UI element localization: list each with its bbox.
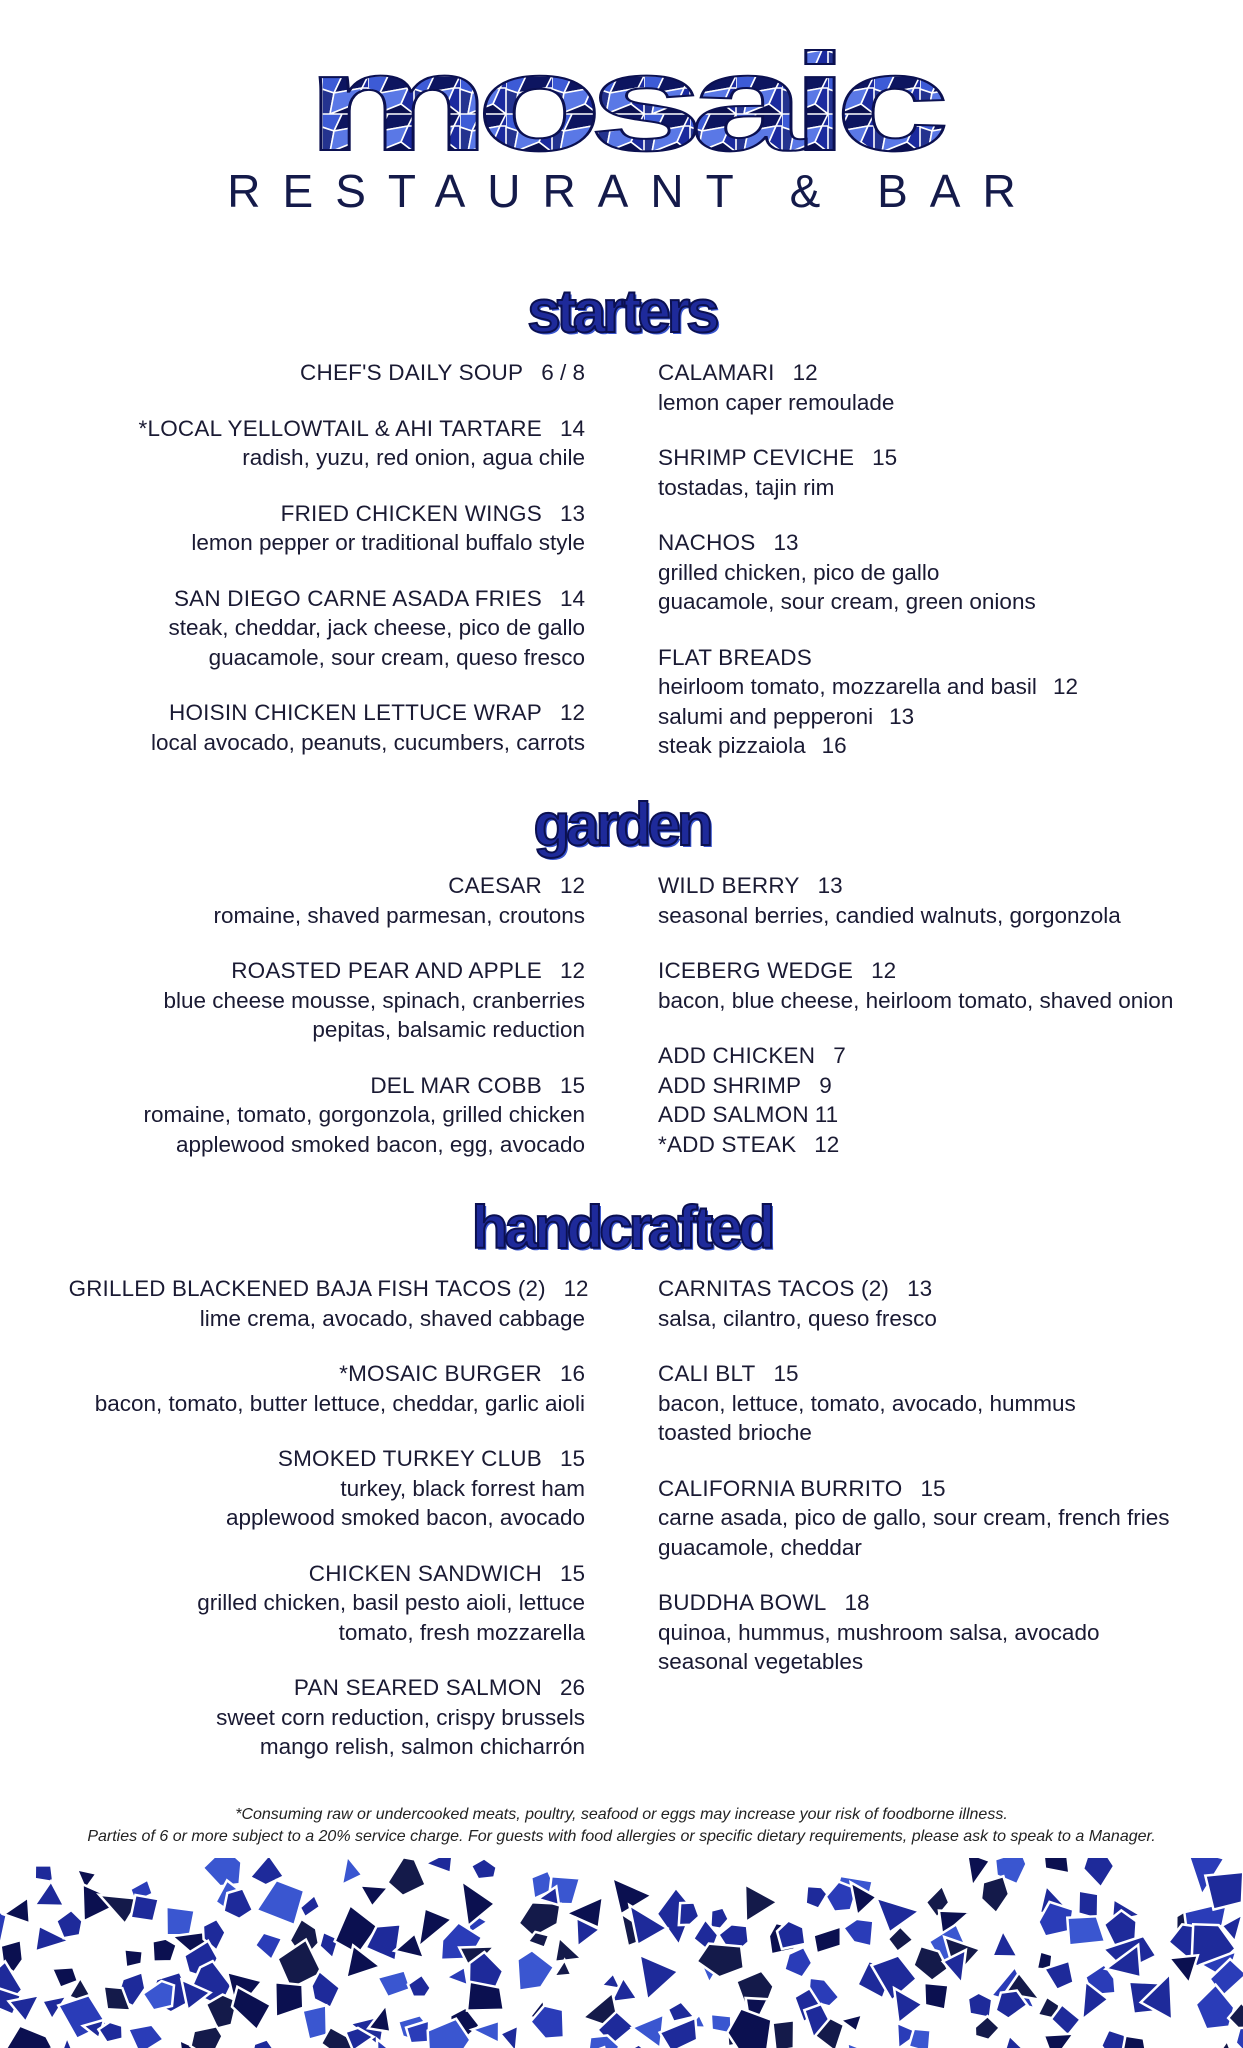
menu-item: [658, 528, 1218, 617]
food-safety-notice: *Consuming raw or undercooked meats, poultry, seafood or eggs may increase your risk of foodborne illness.: [235, 1806, 1008, 1823]
mosaic-tile: [981, 1876, 1009, 1913]
addon-price: 7: [833, 1043, 846, 1068]
addon-price: 12: [814, 1131, 840, 1157]
item-name: DEL MAR COBB: [370, 1072, 542, 1098]
mosaic-tile: [1169, 1955, 1198, 1983]
mosaic-tile: [4, 1897, 30, 1923]
menu-item: [65, 1559, 585, 1648]
mosaic-tile: [425, 1858, 453, 1873]
mosaic-tile: [387, 1858, 425, 1896]
mosaic-tile: [679, 1903, 700, 1926]
item-name: BUDDHA BOWL: [658, 1590, 827, 1615]
mosaic-tile: [255, 1933, 282, 1960]
item-description: tostadas, tajin rim: [658, 474, 835, 500]
item-name: CALAMARI: [658, 360, 775, 385]
mosaic-tile: [0, 2028, 4, 2048]
mosaic-tile: [1236, 2027, 1243, 2048]
item-price: 14: [559, 585, 585, 611]
item-name: *LOCAL YELLOWTAIL & AHI TARTARE: [138, 415, 542, 441]
menu-item: [65, 358, 585, 388]
mosaic-tile-border: [0, 1858, 1243, 2048]
mosaic-tile: [446, 1967, 468, 1986]
item-price: 15: [872, 445, 898, 470]
menu-item: [658, 1359, 1218, 1448]
item-description: toasted brioche: [658, 1420, 812, 1445]
menu-item: [658, 1588, 1218, 1677]
item-price: 12: [871, 958, 897, 983]
mosaic-tile: [1205, 1872, 1243, 1910]
addon-price: 11: [814, 1102, 839, 1127]
item-name: SAN DIEGO CARNE ASADA FRIES: [173, 585, 542, 611]
item-description: local avocado, peanuts, cucumbers, carrots: [151, 729, 585, 755]
mosaic-tile: [773, 2020, 795, 2048]
menu-item: [658, 443, 1218, 502]
item-description: pepitas, balsamic reduction: [312, 1017, 585, 1042]
item-name: CALIFORNIA BURRITO: [658, 1475, 903, 1501]
service-charge-notice: Parties of 6 or more subject to a 20% service charge. For guests with food allergies or specific dietary requirements, please ask to speak to a Manager.: [87, 1828, 1156, 1845]
mosaic-tile: [975, 2016, 1000, 2040]
menu-item-flatbreads: [658, 643, 1218, 761]
item-price: 14: [559, 415, 585, 441]
section-title-handcrafted: handcrafted: [471, 1194, 772, 1261]
item-name: *MOSAIC BURGER: [339, 1361, 542, 1386]
mosaic-tile: [4, 2026, 54, 2048]
item-description: guacamole, cheddar: [658, 1534, 862, 1560]
mosaic-tile: [1208, 2041, 1238, 2048]
option-price: 12: [1052, 674, 1078, 699]
option-text: heirloom tomato, mozzarella and basil: [658, 674, 1037, 699]
item-description: bacon, blue cheese, heirloom tomato, shaved onion: [658, 987, 1174, 1013]
mosaic-tile: [203, 1858, 242, 1886]
mosaic-tile: [632, 2015, 664, 2048]
mosaic-tile: [56, 1910, 82, 1938]
item-description: guacamole, sour cream, queso fresco: [208, 644, 585, 670]
item-description: mango relish, salmon chicharrón: [259, 1734, 585, 1759]
menu-item: [65, 499, 585, 558]
menu-item: [65, 1359, 585, 1418]
garden-left-column: [65, 871, 585, 1159]
mosaic-tile: [257, 1880, 305, 1925]
logo-wordmark: mosaic: [306, 26, 945, 165]
mosaic-tile: [992, 1930, 1017, 1956]
item-name: CAESAR: [448, 873, 542, 898]
mosaic-tile: [275, 1982, 303, 2017]
starters-right-column: [658, 358, 1218, 761]
mosaic-tile: [814, 1926, 841, 1953]
item-price: 13: [773, 530, 799, 555]
mosaic-tile: [52, 1967, 78, 1988]
item-name: WILD BERRY: [658, 873, 800, 898]
item-name: SMOKED TURKEY CLUB: [277, 1446, 542, 1471]
mosaic-tile: [35, 1881, 65, 1906]
item-description: radish, yuzu, red onion, agua chile: [242, 445, 585, 470]
item-description: romaine, tomato, gorgonzola, grilled chicken: [143, 1102, 585, 1127]
option-price: 13: [889, 703, 915, 729]
menu-item: [65, 698, 585, 757]
menu-item: [65, 584, 585, 673]
addon-name: *ADD STEAK: [658, 1131, 797, 1157]
item-name: CHEF'S DAILY SOUP: [300, 360, 524, 385]
mosaic-tile: [517, 1950, 554, 1990]
item-price: 12: [563, 1276, 589, 1301]
item-description: grilled chicken, basil pesto aioli, lettuce: [197, 1590, 585, 1615]
item-price: 12: [559, 873, 585, 898]
mosaic-tile: [311, 1971, 340, 2008]
item-name: NACHOS: [658, 530, 756, 555]
item-description: bacon, tomato, butter lettuce, cheddar, garlic aioli: [94, 1390, 585, 1416]
mosaic-tile: [467, 1982, 504, 2011]
item-description: romaine, shaved parmesan, croutons: [213, 902, 585, 928]
item-description: tomato, fresh mozzarella: [338, 1619, 585, 1645]
item-description: blue cheese mousse, spinach, cranberries: [163, 987, 585, 1013]
mosaic-tile: [166, 1907, 194, 1936]
mosaic-tile: [360, 1885, 389, 1906]
mosaic-tile: [1083, 1858, 1114, 1888]
item-description: grilled chicken, pico de gallo: [658, 559, 940, 585]
mosaic-tile: [617, 2044, 655, 2048]
item-description: applewood smoked bacon, avocado: [225, 1505, 585, 1530]
mosaic-tile: [232, 1987, 271, 2030]
option-text: salumi and pepperoni: [658, 703, 874, 729]
item-price: 26: [559, 1675, 585, 1700]
item-name: FLAT BREADS: [658, 644, 812, 670]
mosaic-tile: [894, 1988, 923, 2023]
item-price: 13: [559, 500, 585, 526]
mosaic-tile: [191, 2026, 223, 2048]
mosaic-tile: [640, 1955, 679, 2000]
item-name: ROASTED PEAR AND APPLE: [231, 958, 542, 983]
item-description: salsa, cilantro, queso fresco: [658, 1305, 937, 1331]
menu-item: [658, 871, 1218, 930]
item-description: bacon, lettuce, tomato, avocado, hummus: [658, 1390, 1076, 1416]
add-ons-list: [658, 1041, 1218, 1159]
handcrafted-left-column: [65, 1274, 589, 1762]
item-price: 15: [773, 1361, 799, 1386]
menu-item: [658, 1474, 1218, 1563]
starters-left-column: [65, 358, 585, 757]
mosaic-tile: [143, 1981, 174, 2010]
item-description: lemon caper remoulade: [658, 389, 895, 415]
item-price: 6 / 8: [541, 360, 585, 385]
menu-item: [65, 1444, 585, 1533]
item-price: 15: [920, 1475, 946, 1501]
mosaic-tile: [303, 2005, 327, 2039]
section-title-starters: starters: [527, 278, 716, 345]
item-name: CHICKEN SANDWICH: [308, 1560, 542, 1586]
item-price: 13: [907, 1276, 933, 1301]
addon-name: ADD SALMON: [658, 1102, 809, 1127]
menu-item: [65, 1071, 585, 1160]
item-name: SHRIMP CEVICHE: [658, 445, 855, 470]
mosaic-tile: [909, 2029, 931, 2048]
handcrafted-right-column: [658, 1274, 1218, 1677]
item-name: HOISIN CHICKEN LETTUCE WRAP: [169, 700, 542, 725]
item-price: 12: [559, 958, 585, 983]
flatbread-option: [658, 702, 1218, 732]
mosaic-tile: [1122, 2036, 1146, 2048]
item-name: FRIED CHICKEN WINGS: [280, 500, 542, 526]
item-name: GRILLED BLACKENED BAJA FISH TACOS (2): [68, 1276, 546, 1301]
mosaic-tile: [843, 1919, 873, 1946]
item-name: CARNITAS TACOS (2): [658, 1276, 890, 1301]
mosaic-tile: [131, 1895, 159, 1921]
mosaic-tile: [378, 1970, 411, 1997]
item-price: 15: [559, 1560, 585, 1586]
restaurant-subtitle: RESTAURANT & BAR: [227, 165, 1038, 217]
item-description: seasonal vegetables: [658, 1649, 864, 1674]
mosaic-logo: [0, 0, 1243, 165]
mosaic-tile: [727, 2008, 771, 2048]
item-price: 15: [559, 1072, 585, 1098]
mosaic-tile: [710, 1908, 728, 1929]
item-name: ICEBERG WEDGE: [658, 958, 854, 983]
mosaic-tile: [1002, 2036, 1030, 2048]
addon-price: 9: [819, 1072, 832, 1098]
item-description: lemon pepper or traditional buffalo style: [191, 530, 585, 555]
mosaic-tile: [152, 1939, 176, 1962]
mosaic-tile: [924, 1983, 948, 2010]
garden-right-column: [658, 871, 1218, 1159]
mosaic-tile: [968, 1993, 992, 2018]
menu-item: [65, 956, 585, 1045]
mosaic-tile: [224, 1888, 253, 1919]
item-description: lime crema, avocado, shaved cabbage: [199, 1305, 585, 1331]
item-price: 18: [844, 1590, 870, 1615]
item-description: quinoa, hummus, mushroom salsa, avocado: [658, 1619, 1100, 1645]
item-price: 12: [792, 360, 818, 385]
menu-item: [658, 1274, 1218, 1333]
mosaic-tile: [660, 2018, 698, 2048]
mosaic-tile: [408, 1975, 431, 1997]
option-text: steak pizzaiola: [658, 733, 806, 758]
mosaic-tile: [1043, 1858, 1069, 1873]
mosaic-tile: [745, 1884, 778, 1922]
item-description: turkey, black forrest ham: [340, 1475, 585, 1501]
item-price: 13: [817, 873, 843, 898]
mosaic-tile: [1078, 1891, 1098, 1919]
menu-item: [658, 956, 1218, 1015]
item-name: CALI BLT: [658, 1361, 756, 1386]
item-description: seasonal berries, candied walnuts, gorgonzola: [658, 902, 1121, 928]
mosaic-tile: [1067, 1916, 1105, 1945]
option-price: 16: [821, 733, 847, 758]
mosaic-tile: [471, 1858, 497, 1879]
item-description: guacamole, sour cream, green onions: [658, 589, 1036, 614]
mosaic-tile: [500, 2026, 518, 2048]
menu-item: [65, 1673, 585, 1762]
addon-name: ADD CHICKEN: [658, 1043, 816, 1068]
item-price: 16: [559, 1361, 585, 1386]
mosaic-tile: [806, 1886, 828, 1909]
item-price: 12: [559, 700, 585, 725]
mosaic-tile: [342, 1858, 363, 1885]
section-title-garden: garden: [533, 791, 710, 858]
mosaic-tile: [124, 1949, 143, 1967]
mosaic-tile: [9, 1995, 40, 2022]
item-name: PAN SEARED SALMON: [293, 1675, 542, 1700]
item-description: carne asada, pico de gallo, sour cream, french fries: [658, 1505, 1170, 1530]
mosaic-tile: [128, 2025, 164, 2048]
mosaic-tile: [251, 2039, 276, 2048]
item-price: 15: [559, 1446, 585, 1471]
item-description: steak, cheddar, jack cheese, pico de gallo: [168, 615, 585, 640]
menu-item: [65, 1274, 589, 1333]
flatbread-option: [658, 731, 1218, 761]
menu-item: [65, 871, 585, 930]
menu-item: [658, 358, 1218, 417]
mosaic-tile: [847, 2043, 873, 2048]
menu-item: [65, 414, 585, 473]
item-description: applewood smoked bacon, egg, avocado: [175, 1131, 585, 1157]
mosaic-tile: [1044, 2034, 1074, 2048]
flatbread-option: [658, 672, 1218, 702]
addon-name: ADD SHRIMP: [658, 1072, 802, 1098]
item-description: sweet corn reduction, crispy brussels: [216, 1704, 585, 1730]
